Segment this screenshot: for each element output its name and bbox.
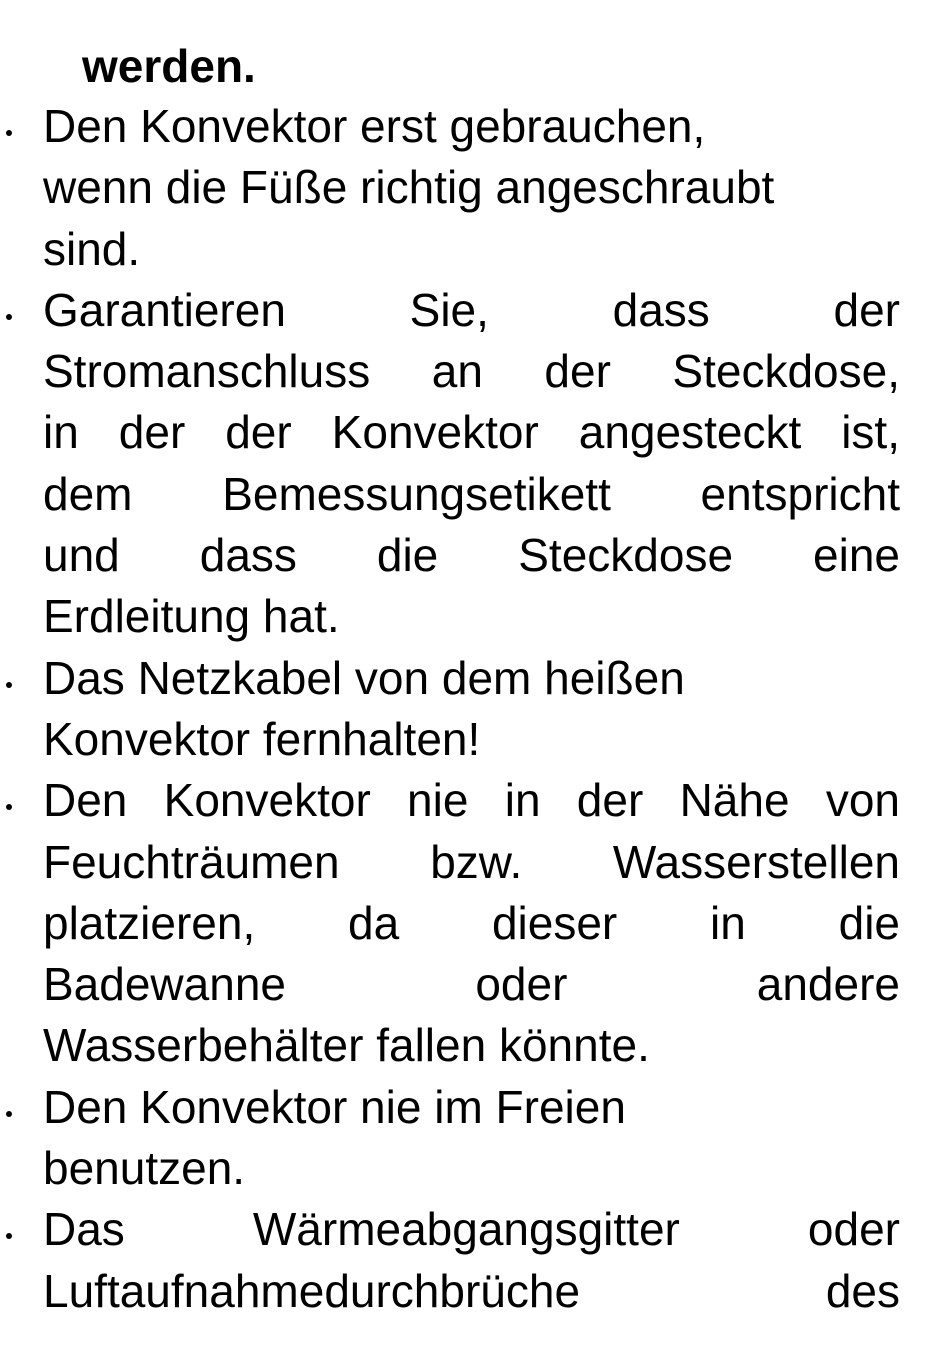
list-item [0, 1199, 900, 1322]
list-item [0, 770, 900, 1076]
text-line: Den Konvektor nie im Freien [43, 1080, 626, 1133]
text-line: Konvektor fernhalten! [43, 712, 481, 765]
text-line: Wasserbehälter fallen könnte. [43, 1019, 650, 1072]
text-line: Luftaufnahmedurchbrüche des [43, 1264, 900, 1317]
text-line: platzieren, da dieser in die [43, 896, 900, 949]
text-line: in der der Konvektor angesteckt ist, [43, 406, 900, 459]
list-item [0, 280, 900, 648]
bullet-icon [6, 1077, 16, 1138]
text-line: Das Netzkabel von dem heißen [43, 651, 685, 704]
text-line: und dass die Steckdose eine [43, 529, 900, 582]
text-line: benutzen. [43, 1142, 246, 1195]
safety-instructions-list [0, 96, 950, 1322]
text-line: Den Konvektor erst gebrauchen, [43, 100, 706, 152]
bullet-icon [6, 280, 16, 341]
bullet-icon [6, 1199, 16, 1260]
list-item [0, 648, 900, 771]
bullet-icon [6, 770, 16, 831]
text-line: Erdleitung hat. [43, 590, 340, 643]
bullet-icon [6, 648, 16, 709]
text-line: Badewanne oder andere [43, 958, 900, 1011]
text-line: wenn die Füße richtig angeschraubt [43, 161, 775, 214]
list-item [0, 96, 900, 280]
text-line: Stromanschluss an der Steckdose, [43, 345, 900, 398]
text-line: Das Wärmeabgangsgitter oder [43, 1203, 900, 1256]
text-line: Garantieren Sie, dass der [43, 283, 900, 336]
continued-text: werden. [82, 40, 256, 92]
bullet-icon [6, 96, 16, 157]
text-line: dem Bemessungsetikett entspricht [43, 467, 900, 520]
list-item [0, 1077, 900, 1200]
text-line: Feuchträumen bzw. Wasserstellen [43, 835, 900, 888]
text-line: sind. [43, 222, 141, 275]
text-line: Den Konvektor nie in der Nähe von [43, 774, 900, 827]
